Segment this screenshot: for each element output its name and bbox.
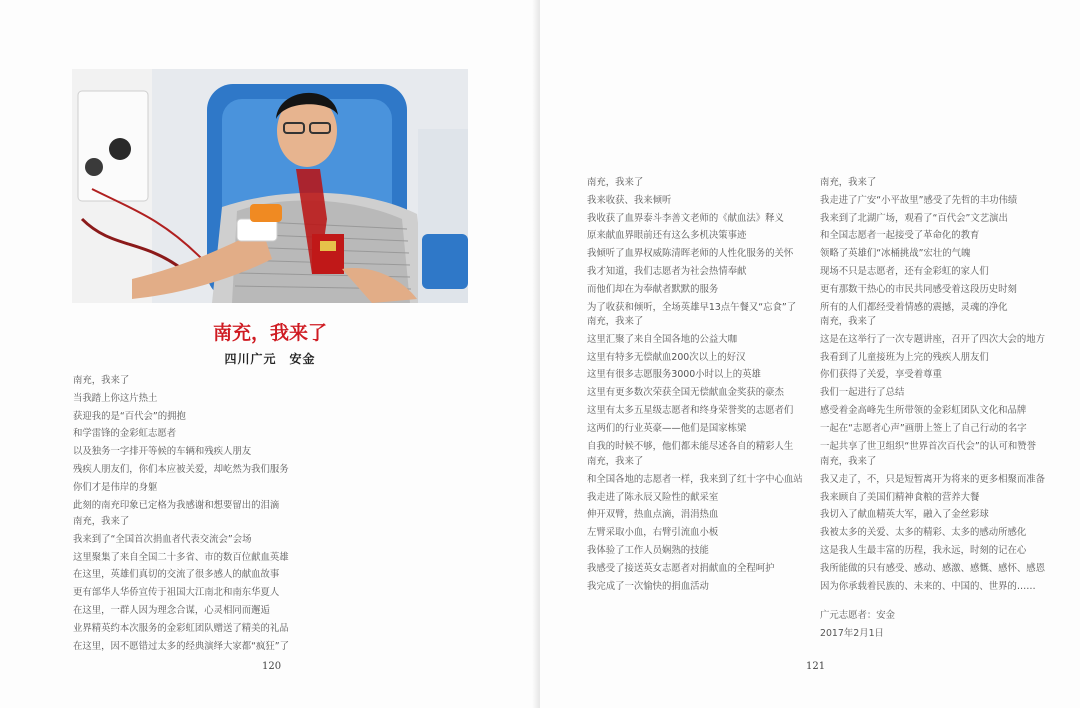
poem-line: 我来收获、我来倾听 bbox=[587, 194, 672, 206]
poem-line: 我感受了接送英女志愿者对捐献血的全程呵护 bbox=[587, 562, 775, 574]
poem-line: 和全国志愿者一起接受了革命化的教育 bbox=[820, 230, 980, 242]
poem-line: 这是在这举行了一次专题讲座，召开了四次大会的地方 bbox=[820, 333, 1046, 345]
article-title: 南充，我来了 bbox=[212, 322, 327, 344]
poem-line: 在这里，英雄们真切的交流了很多感人的献血故事 bbox=[73, 569, 280, 581]
poem-line: 我完成了一次愉快的捐血活动 bbox=[587, 580, 709, 592]
poem-line: 我切入了献血精英大军，融入了金丝彩球 bbox=[820, 509, 989, 521]
poem-line: 我走进了陈永辰又险性的献采室 bbox=[587, 491, 719, 503]
poem-line: 这里汇聚了来自全国各地的公益大咖 bbox=[587, 333, 738, 345]
poem-line: 这里有特多无偿献血200次以上的好汉 bbox=[587, 351, 746, 363]
poem-line: 而他们却在为奉献者默默的服务 bbox=[587, 283, 719, 295]
poem-line: 和全国各地的志愿者一样，我来到了红十字中心血站 bbox=[587, 473, 803, 485]
poem-line: 所有的人们都经受着情感的震撼，灵魂的净化 bbox=[820, 301, 1008, 313]
signature-author: 广元志愿者：安金 bbox=[820, 610, 896, 621]
poem-line: 感受着金高峰先生所带领的金彩虹团队文化和品牌 bbox=[820, 404, 1027, 416]
poem-line: 你们获得了关爱，享受着尊重 bbox=[820, 369, 942, 381]
poem-line: 残疾人朋友们，你们本应被关爱，却屹然为我们服务 bbox=[73, 463, 289, 475]
poem-stanza bbox=[587, 174, 796, 316]
poem-stanza bbox=[820, 174, 1017, 316]
poem-line: 南充，我来了 bbox=[587, 456, 644, 467]
poem-line: 南充，我来了 bbox=[587, 316, 644, 327]
right-page bbox=[540, 0, 1080, 708]
poem-line: 我体验了工作人员娴熟的技能 bbox=[587, 544, 709, 556]
poem-line: 当我踏上你这片热土 bbox=[73, 392, 158, 404]
poem-line: 伸开双臂，热血点滴，涓涓热血 bbox=[587, 509, 719, 521]
poem-line: 一起在“志愿者心声”画册上签上了自己行动的名字 bbox=[820, 422, 1027, 434]
poem-line: 以及独务一字排开等候的车辆和残疾人朋友 bbox=[73, 446, 252, 458]
signature bbox=[820, 607, 895, 643]
poem-line: 和学雷锋的金彩虹志愿者 bbox=[73, 428, 177, 440]
poem-line: 我才知道，我们志愿者为社会热情奉献 bbox=[587, 265, 747, 277]
poem-line: 领略了英雄们“冰桶挑战”宏壮的气魄 bbox=[820, 248, 971, 260]
poem-line: 你们才是伟岸的身躯 bbox=[73, 481, 158, 493]
poem-line: 我所能做的只有感受、感动、感激、感慨、感怀、感恩 bbox=[820, 562, 1046, 574]
poem-line: 自我的时候不够，他们都未能尽述各自的精彩人生 bbox=[587, 440, 794, 452]
poem-line: 南充，我来了 bbox=[73, 375, 130, 386]
poem-line: 我收获了血界泰斗李善文老师的《献血法》释义 bbox=[587, 212, 784, 224]
poem-line: 这里有很多志愿服务3000小时以上的英雄 bbox=[587, 369, 761, 381]
poem-line: 我们一起进行了总结 bbox=[820, 387, 905, 399]
poem-line: 为了收获和倾听，全场英雄早13点午餐又“忘食”了 bbox=[587, 301, 797, 313]
poem-line: 南充，我来了 bbox=[820, 177, 877, 188]
poem-line: 我走进了广安“小平故里”感受了先哲的丰功伟绩 bbox=[820, 194, 1018, 206]
poem-line: 获迎我的是“百代会”的拥抱 bbox=[73, 410, 186, 422]
poem-line: 我看到了儿童接班为上完的残疾人朋友们 bbox=[820, 351, 989, 363]
poem-stanza bbox=[73, 513, 289, 655]
poem-line: 南充，我来了 bbox=[73, 516, 130, 527]
poem-line: 我来到了“全国首次捐血者代表交流会”会场 bbox=[73, 533, 252, 545]
poem-stanza bbox=[587, 313, 793, 455]
poem-line: 业界精英约本次服务的金彩虹团队赠送了精美的礼品 bbox=[73, 622, 289, 634]
poem-line: 我来顾自了美国们精神食粮的营养大餐 bbox=[820, 491, 980, 503]
page-number: 121 bbox=[806, 661, 826, 672]
poem-line: 在这里，一群人因为理念合谋，心灵相同而邂逅 bbox=[73, 604, 270, 616]
poem-stanza bbox=[587, 453, 803, 595]
poem-line: 这里有更多数次荣获全国无偿献血金奖获的豪杰 bbox=[587, 387, 784, 399]
poem-line: 南充，我来了 bbox=[820, 316, 877, 327]
poem-line: 一起共享了世卫组织“世界首次百代会”的认可和赞誉 bbox=[820, 440, 1036, 452]
poem-stanza bbox=[820, 453, 1045, 595]
poem-line: 更有那数干热心的市民共同感受着这段历史时刻 bbox=[820, 283, 1017, 295]
poem-line: 在这里，因不愿错过太多的经典演绎大家都“疯狂”了 bbox=[73, 640, 289, 652]
poem-line: 南充，我来了 bbox=[820, 456, 877, 467]
signature-date: 2017年2月1日 bbox=[820, 627, 884, 639]
poem-line: 南充，我来了 bbox=[587, 177, 644, 188]
poem-line: 我倾听了血界权威陈清晖老师的人性化服务的关怀 bbox=[587, 248, 794, 260]
poem-line: 更有部华人华侨宣传于祖国大江南北和南东华夏人 bbox=[73, 587, 280, 599]
poem-line: 左臂采取小血，右臂引流血小板 bbox=[587, 527, 719, 539]
article-byline: 四川广元 安金 bbox=[224, 352, 316, 366]
poem-line: 原来献血界眼前还有这么多机决策事迹 bbox=[587, 230, 747, 242]
poem-line: 我又走了，不，只是短暂离开为将来的更多相聚而准备 bbox=[820, 473, 1046, 485]
poem-line: 这两们的行业英豪——他们是国家栋梁 bbox=[587, 422, 747, 434]
poem-stanza bbox=[73, 372, 289, 514]
poem-stanza bbox=[820, 313, 1045, 455]
poem-line: 我被太多的关爱、太多的精彩、太多的感动所感化 bbox=[820, 527, 1027, 539]
poem-line: 因为你承载着民族的、未来的、中国的、世界的…… bbox=[820, 580, 1036, 592]
poem-line: 此刻的南充印象已定格为我感谢和想要留出的泪滴 bbox=[73, 499, 280, 511]
poem-line: 这里聚集了来自全国二十多省、市的数百位献血英雄 bbox=[73, 551, 289, 563]
poem-line: 我来到了北湖广场，观看了“百代会”文艺演出 bbox=[820, 212, 1008, 224]
poem-line: 这里有太多五星级志愿者和终身荣誉奖的志愿者们 bbox=[587, 404, 794, 416]
poem-line: 现场不只是志愿者，还有金彩虹的家人们 bbox=[820, 265, 989, 277]
poem-line: 这是我人生最丰富的历程，我永远，时刻的记在心 bbox=[820, 544, 1027, 556]
page-number: 120 bbox=[262, 661, 282, 672]
blood-donor-photo bbox=[72, 69, 468, 303]
